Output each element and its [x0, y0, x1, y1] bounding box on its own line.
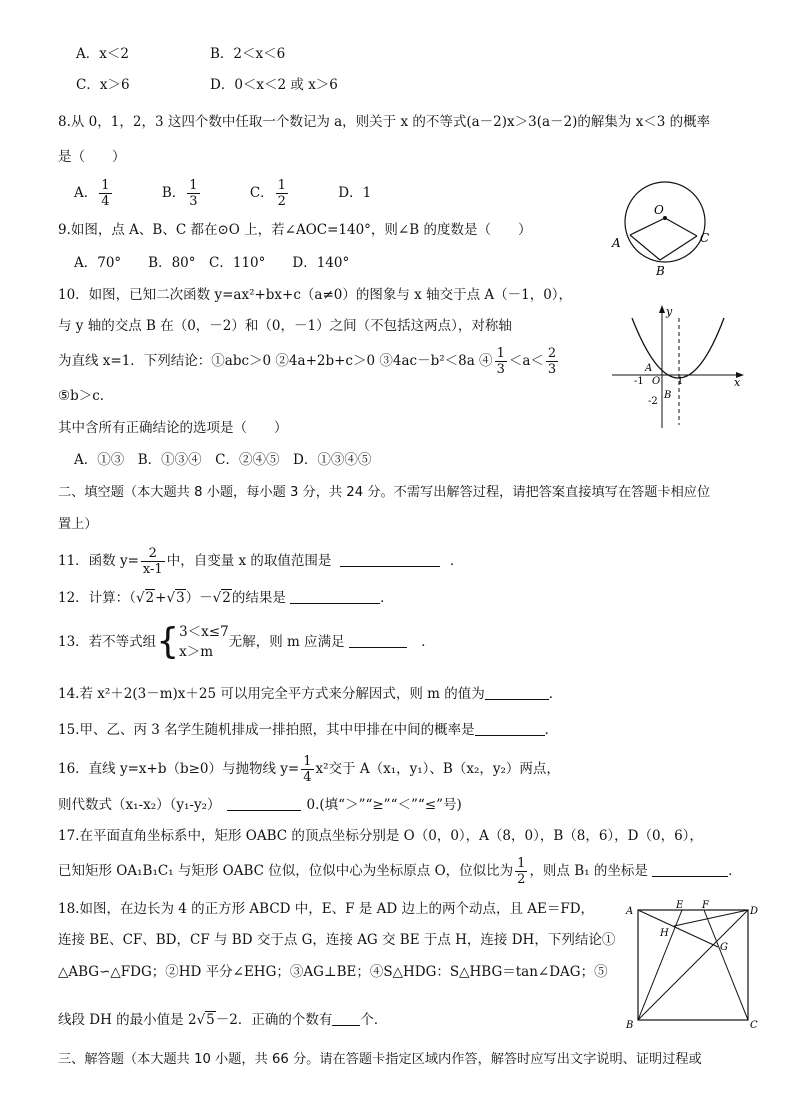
q8-option-a-label: A． [74, 185, 98, 201]
label-1: 1 [677, 376, 684, 387]
q17-answer-blank[interactable] [652, 862, 728, 877]
label-c: C [750, 1020, 758, 1031]
q10-options: A．①③ B．①③④ C．②④⑤ D．①③④⑤ [74, 452, 372, 468]
label-h: H [660, 928, 669, 939]
q18-conclusion-5: 线段 DH 的最小值是 2√5－2．正确的个数有 个． [58, 1012, 388, 1028]
label-minus-1: -1 [634, 376, 644, 387]
q8-option-a-fraction: $\frac{1}{4}$ [101, 178, 110, 209]
label-b: B [626, 1020, 634, 1031]
label-b: B [664, 390, 672, 401]
q10-text-cont: 与 y 轴的交点 B 在（0，－2）和（0，－1）之间（不包括这两点），对称轴 [58, 318, 512, 334]
q9-text: 9.如图，点 A、B、C 都在⊙O 上，若∠AOC=140°，则∠B 的度数是（ ） [58, 222, 532, 238]
q14-text: 14.若 x²＋2(3－m)x＋25 可以用完全平方式来分解因式，则 m 的值为 ． [58, 686, 563, 702]
section-3-heading: 三、解答题（本大题共 10 小题，共 66 分。请在答题卡指定区域内作答，解答时应写出文字说明、证明过程或 [58, 1052, 702, 1067]
q18-answer-blank[interactable] [332, 1011, 360, 1026]
circle-o [625, 182, 705, 262]
q9-circle-figure [608, 180, 718, 280]
label-g: G [720, 942, 728, 953]
q10-conclusions: 为直线 x=1．下列结论：①abc＞0 ②4a+2b+c＞0 ③4ac－b²＜8a ④ $\frac{1}{3}$ ＜a＜ $\frac{2}{3}$ [58, 346, 557, 377]
q13-brace: { [156, 621, 180, 662]
q18-text: 18.如图，在边长为 4 的正方形 ABCD 中，E、F 是 AD 边上的两个动点，且 AE＝FD， [58, 901, 595, 917]
q11-answer-blank[interactable] [340, 552, 440, 567]
label-y: y [666, 305, 673, 318]
q11-text: 11．函数 y= $\frac{2}{x-1}$ 中，自变量 x 的取值范围是 ． [58, 546, 464, 577]
q10-text: 10．如图，已知二次函数 y=ax²+bx+c（a≠0）的图象与 x 轴交于点 A（－1，0）， [58, 287, 573, 303]
q16-answer-blank[interactable] [227, 796, 301, 811]
label-o: O [654, 203, 664, 217]
q7-option-b: B．2＜x＜6 [210, 46, 286, 62]
q10-conclusion-5: ⑤b＞c． [58, 388, 114, 404]
q9-options: A．70° B．80° C．110° D．140° [74, 255, 350, 271]
label-d: D [750, 906, 759, 917]
q10-fraction-one-third: $\frac{1}{3}$ [496, 346, 505, 377]
q8-option-c-label: C． [249, 185, 274, 201]
label-c: C [700, 231, 710, 245]
q8-option-c-fraction: $\frac{1}{2}$ [277, 178, 286, 209]
segment-oc [665, 218, 697, 236]
segment-bc [660, 236, 697, 260]
q18-text-cont: 连接 BE、CF、BD，CF 与 BD 交于点 G，连接 AG 交 BE 于点 H，连接 DH，下列结论① [58, 932, 616, 948]
label-a: A [626, 906, 634, 917]
q13-system: 3＜x≤7 x＞m [179, 624, 229, 660]
q17-fraction: $\frac{1}{2}$ [517, 856, 526, 887]
q15-text: 15.甲、乙、丙 3 名学生随机排成一排拍照，其中甲排在中间的概率是 ． [58, 722, 559, 738]
label-e: E [676, 900, 684, 911]
section-2-heading-cont: 置上） [58, 517, 98, 532]
y-axis-arrow [659, 305, 665, 313]
q8-text: 8.从 0，1，2，3 这四个数中任取一个数记为 a，则关于 x 的不等式(a－2)x＞3(a－2)的解集为 x＜3 的概率 [58, 114, 711, 130]
q8-option-d: D．1 [338, 185, 372, 201]
q14-answer-blank[interactable] [485, 685, 549, 700]
segment-bd [638, 910, 748, 1020]
label-a: A [612, 236, 621, 250]
q8-option-b-label: B． [161, 185, 186, 201]
q12-answer-blank[interactable] [290, 589, 380, 604]
q16-text-cont: 则代数式（x₁-x₂）（y₁-y₂） 0.(填“＞”“≥”“＜”“≤”号) [58, 797, 462, 813]
segment-dh [674, 910, 748, 926]
q10-prompt: 其中含所有正确结论的选项是（ ） [58, 420, 288, 436]
label-minus-2: -2 [648, 396, 658, 407]
q13-text: 13．若不等式组{ 3＜x≤7 x＞m 无解，则 m 应满足 ． [58, 621, 435, 662]
section-2-heading: 二、填空题（本大题共 8 小题，每小题 3 分，共 24 分。不需写出解答过程，请把答案直接填写在答题卡相应位 [58, 485, 711, 500]
q11-fraction: $\frac{2}{x-1}$ [142, 546, 163, 577]
segment-cf [704, 910, 748, 1020]
q12-text: 12．计算：（√2+√3）－√2的结果是 ． [58, 590, 394, 606]
label-a: A [645, 363, 653, 374]
label-o: O [652, 376, 661, 387]
q16-text: 16．直线 y=x+b（b≥0）与抛物线 y= $\frac{1}{4}$ x²交于 A（x₁，y₁）、B（x₂，y₂）两点， [58, 754, 560, 785]
q10-parabola-figure [612, 300, 748, 430]
q15-answer-blank[interactable] [475, 721, 545, 736]
label-b: B [656, 264, 665, 278]
q8-options [74, 176, 371, 210]
label-f: F [702, 900, 709, 911]
q16-fraction: $\frac{1}{4}$ [303, 754, 312, 785]
label-x: x [734, 376, 741, 389]
q8-option-b-fraction: $\frac{1}{3}$ [189, 178, 198, 209]
q17-text-cont: 已知矩形 OA₁B₁C₁ 与矩形 OABC 位似，位似中心为坐标原点 O，位似比为 $\frac{1}{2}$ ，则点 B₁ 的坐标是 ． [58, 856, 742, 887]
q18-square-figure [624, 898, 760, 1032]
q7-option-a: A．x＜2 [76, 46, 129, 62]
segment-be [638, 910, 682, 1020]
q7-option-c: C．x＞6 [76, 77, 130, 93]
q13-answer-blank[interactable] [349, 633, 407, 648]
q7-option-d: D．0＜x＜2 或 x＞6 [210, 77, 338, 93]
q8-text-cont: 是（ ） [58, 149, 126, 165]
q17-text: 17.在平面直角坐标系中，矩形 OABC 的顶点坐标分别是 O（0，0），A（8，0），B（8，6），D（0，6）， [58, 828, 703, 844]
segment-oa [630, 218, 665, 235]
q10-fraction-two-thirds: $\frac{2}{3}$ [547, 346, 557, 377]
q18-conclusions: △ABG∽△FDG；②HD 平分∠EHG；③AG⊥BE；④S△HDG：S△HBG＝tan∠DAG；⑤ [58, 964, 608, 980]
